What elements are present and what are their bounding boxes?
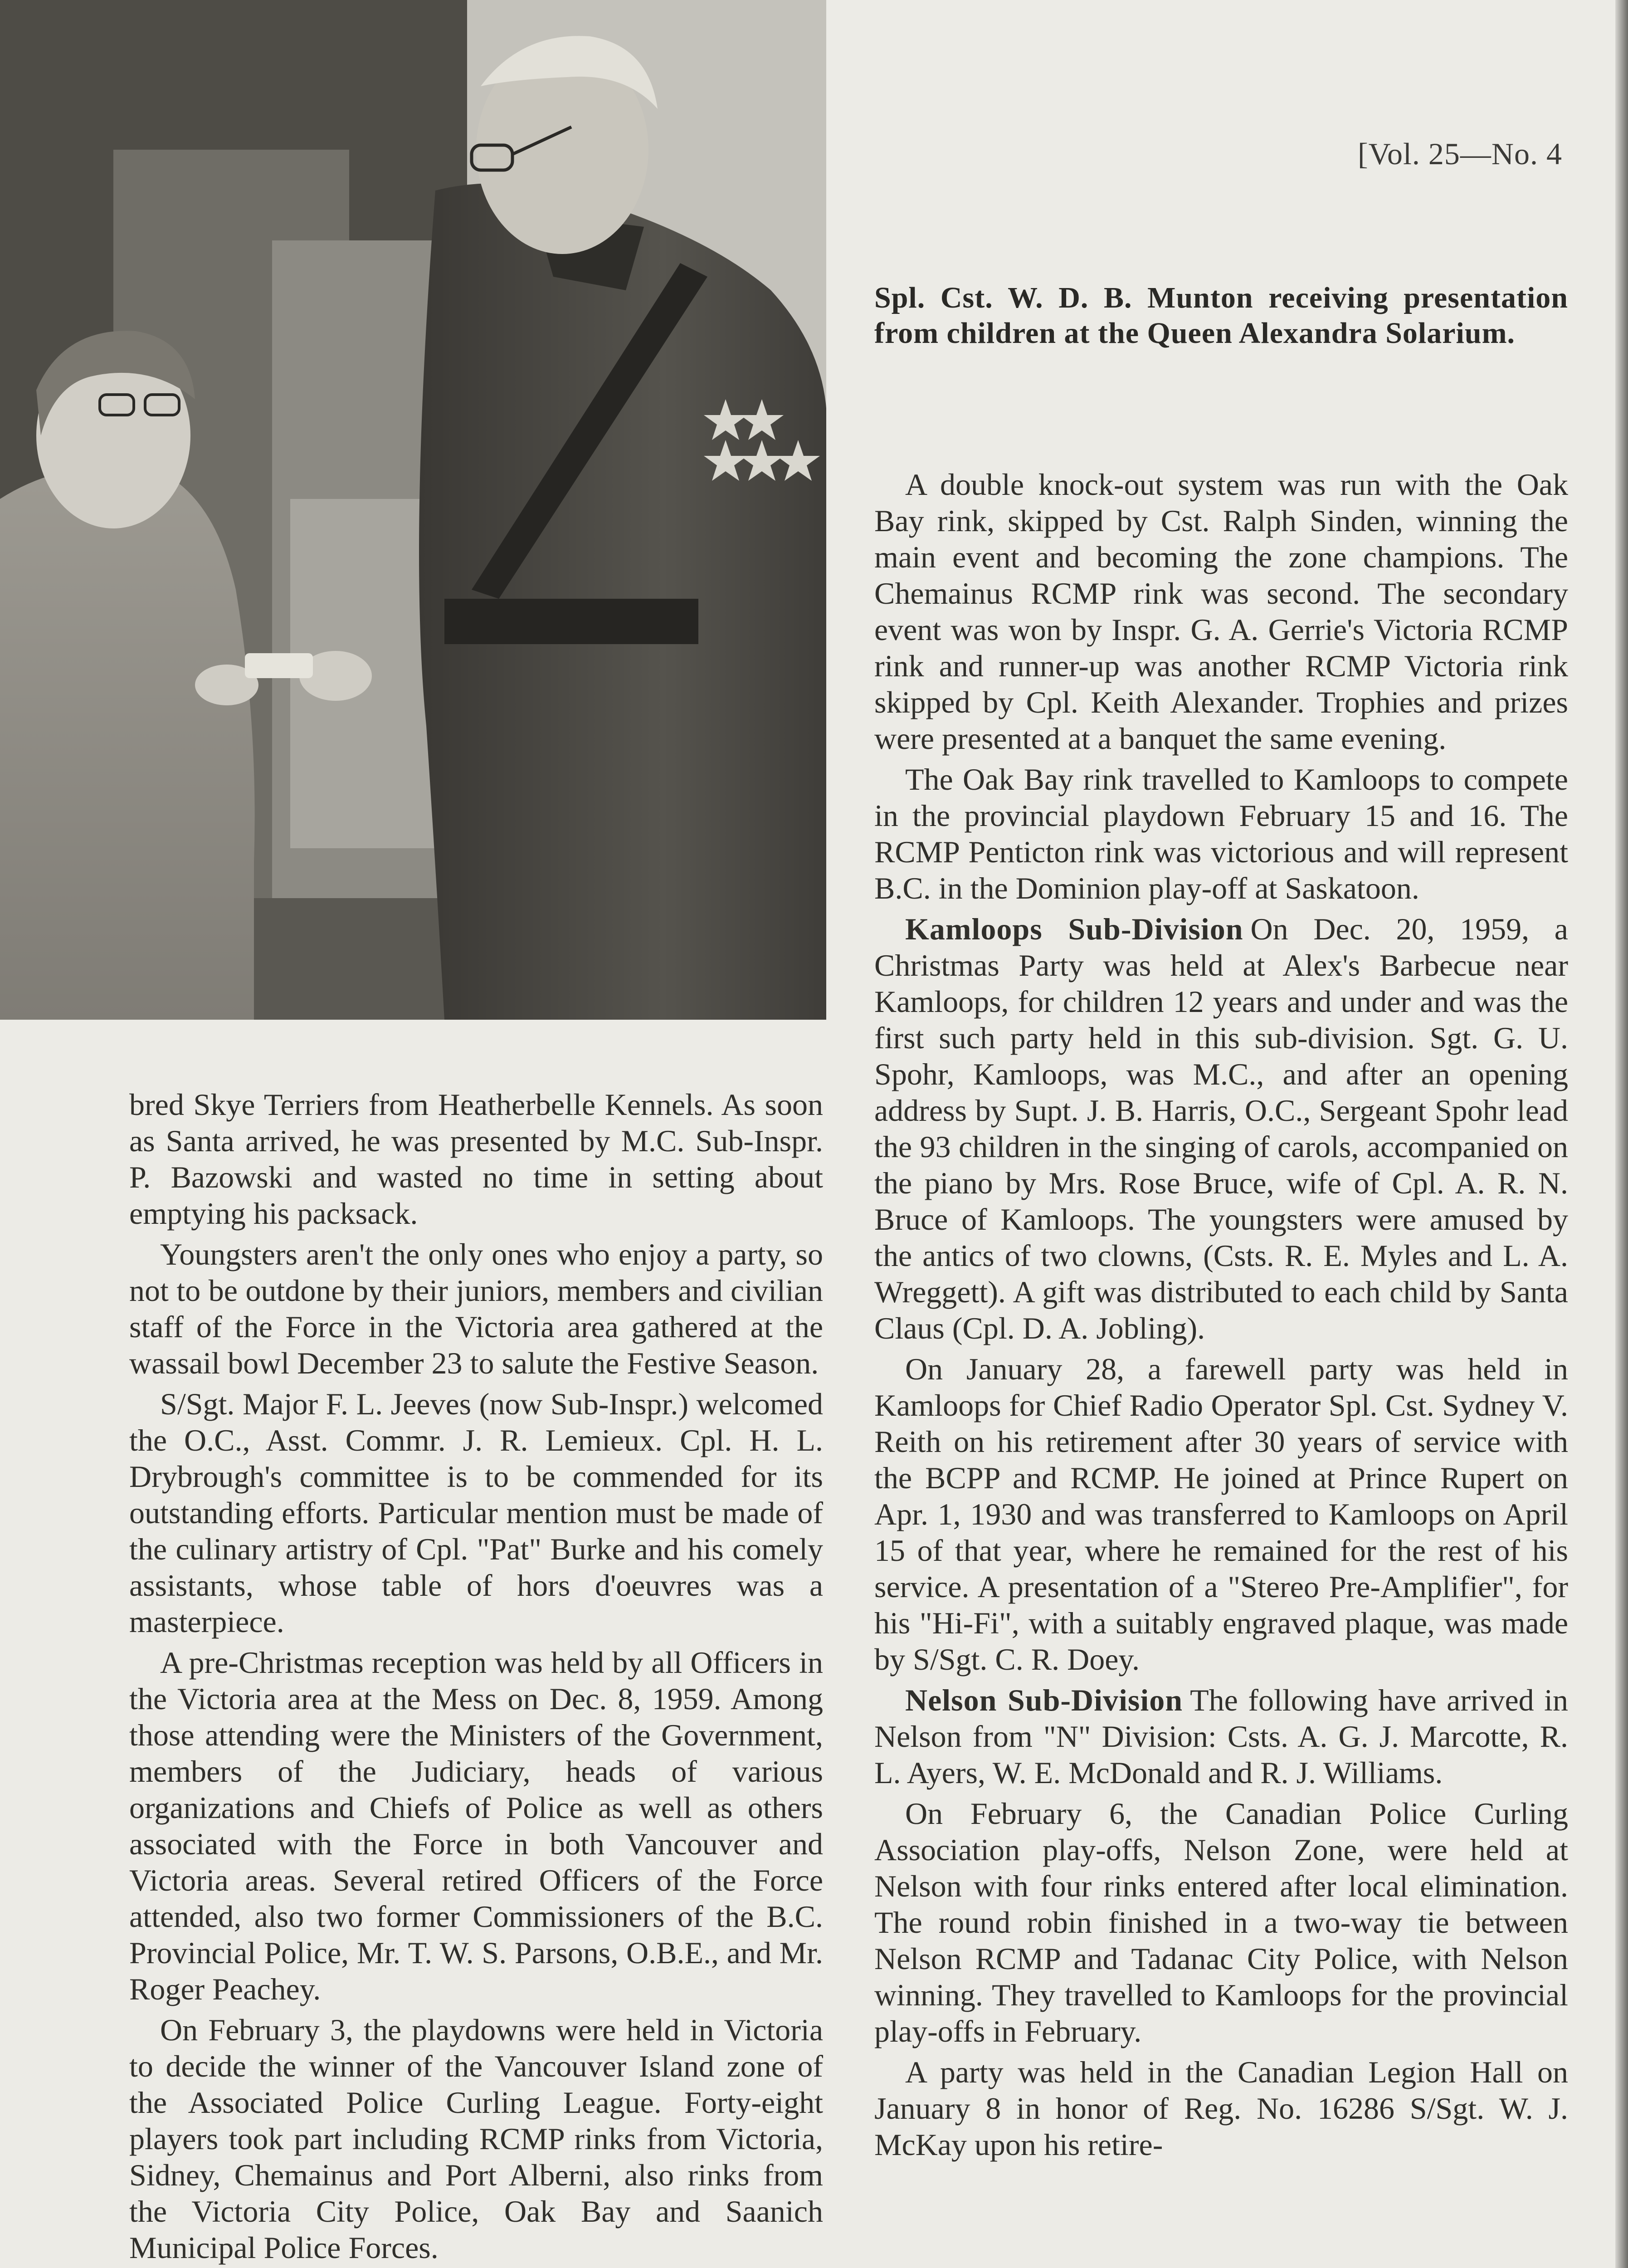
paragraph: On February 3, the playdowns were held in Victoria to decide the winner of the Vancouver Island zone of the Associated Police Curling League. Forty-eight players took part including RCMP rinks from Victoria, Sidney, Chemainus and Port Alberni, also rinks from the Victoria City Police, Oak Bay and Saanich Municipal Police Forces. (129, 2013, 823, 2265)
paragraph: On February 6, the Canadian Police Curling Association play-offs, Nelson Zone, were held at Nelson with four rinks entered after local elimination. The round robin finished in a two-way tie between Nelson RCMP and Tadanac City Police, with Nelson winning. They travelled to Kamloops for the provincial play-offs in February. (874, 1796, 1568, 2048)
paragraph (874, 911, 1568, 1346)
paragraph: A party was held in the Canadian Legion Hall on January 8 in honor of Reg. No. 16286 S/Sgt. W. J. McKay upon his retire- (874, 2055, 1568, 2162)
left-column (129, 1086, 823, 2268)
right-column (874, 466, 1568, 2167)
paragraph-body: On Dec. 20, 1959, a Christmas Party was held at Alex's Barbecue near Kamloops, for children 12 years and under and was the first such party held in this sub-division. Sgt. G. U. Spohr, Kamloops, was M.C., and after an opening address by Supt. J. B. Harris, O.C., Sergeant Spohr lead the 93 children in the singing of carols, accompanied on the piano by Mrs. Rose Bruce, wife of Cpl. A. R. N. Bruce of Kamloops. The youngsters were amused by the antics of two clowns, (Csts. R. E. Myles and L. A. Wreggett). A gift was distributed to each child by Santa Claus (Cpl. D. A. Jobling). (874, 912, 1568, 1345)
subhead-nelson: Nelson Sub-Division (905, 1683, 1183, 1717)
paragraph: The Oak Bay rink travelled to Kamloops to compete in the provincial playdown February 15 and 16. The RCMP Penticton rink was victorious and will represent B.C. in the Dominion play-off at Saskatoon. (874, 762, 1568, 905)
paragraph: bred Skye Terriers from Heatherbelle Kennels. As soon as Santa arrived, he was presented by M.C. Sub-Inspr. P. Bazowski and wasted no time in setting about emptying his packsack. (129, 1087, 823, 1231)
volume-issue-header: [Vol. 25—No. 4 (1358, 137, 1562, 171)
subhead-kamloops: Kamloops Sub-Division (905, 912, 1243, 946)
paragraph: On January 28, a farewell party was held in Kamloops for Chief Radio Operator Spl. Cst. Sydney V. Reith on his retirement after 30 years of service with the BCPP and RCMP. He joined at Prince Rupert on Apr. 1, 1930 and was transferred to Kamloops on April 15 of that year, where he remained for the rest of his service. A presentation of a "Stereo Pre-Amplifier", for his "Hi-Fi", with a suitably engraved plaque, was made by S/Sgt. C. R. Doey. (874, 1352, 1568, 1677)
paragraph-body: The following have arrived in Nelson from "N" Division: Csts. A. G. J. Marcotte, R. L. Ayers, W. E. McDonald and R. J. Williams. (874, 1683, 1568, 1790)
paragraph: A double knock-out system was run with the Oak Bay rink, skipped by Cst. Ralph Sinden, winning the main event and becoming the zone champions. The Chemainus RCMP rink was second. The secondary event was won by Inspr. G. A. Gerrie's Victoria RCMP rink and runner-up was another RCMP Victoria rink skipped by Cpl. Keith Alexander. Trophies and prizes were presented at a banquet the same evening. (874, 467, 1568, 756)
paragraph: A pre-Christmas reception was held by all Officers in the Victoria area at the Mess on Dec. 8, 1959. Among those attending were the Ministers of the Government, members of the Judiciary, heads of various organizations and Chiefs of Police as well as others associated with the Force in both Vancouver and Victoria areas. Several retired Officers of the Force attended, also two former Commissioners of the B.C. Provincial Police, Mr. T. W. S. Parsons, O.B.E., and Mr. Roger Peachey. (129, 1645, 823, 2006)
paragraph: Youngsters aren't the only ones who enjoy a party, so not to be outdone by their juniors, members and civilian staff of the Force in the Victoria area gathered at the wassail bowl December 23 to salute the Festive Season. (129, 1237, 823, 1380)
paragraph (874, 1682, 1568, 1791)
presentation-photo (0, 0, 826, 1020)
photo-caption: Spl. Cst. W. D. B. Munton receiving presentation from children at the Queen Alexandra Solarium. (874, 281, 1568, 350)
page-edge-shadow (1615, 0, 1628, 2268)
paragraph: S/Sgt. Major F. L. Jeeves (now Sub-Inspr.) welcomed the O.C., Asst. Commr. J. R. Lemieux. Cpl. H. L. Drybrough's committee is to be commended for its outstanding efforts. Particular mention must be made of the culinary artistry of Cpl. "Pat" Burke and his comely assistants, whose table of hors d'oeuvres was a masterpiece. (129, 1387, 823, 1639)
